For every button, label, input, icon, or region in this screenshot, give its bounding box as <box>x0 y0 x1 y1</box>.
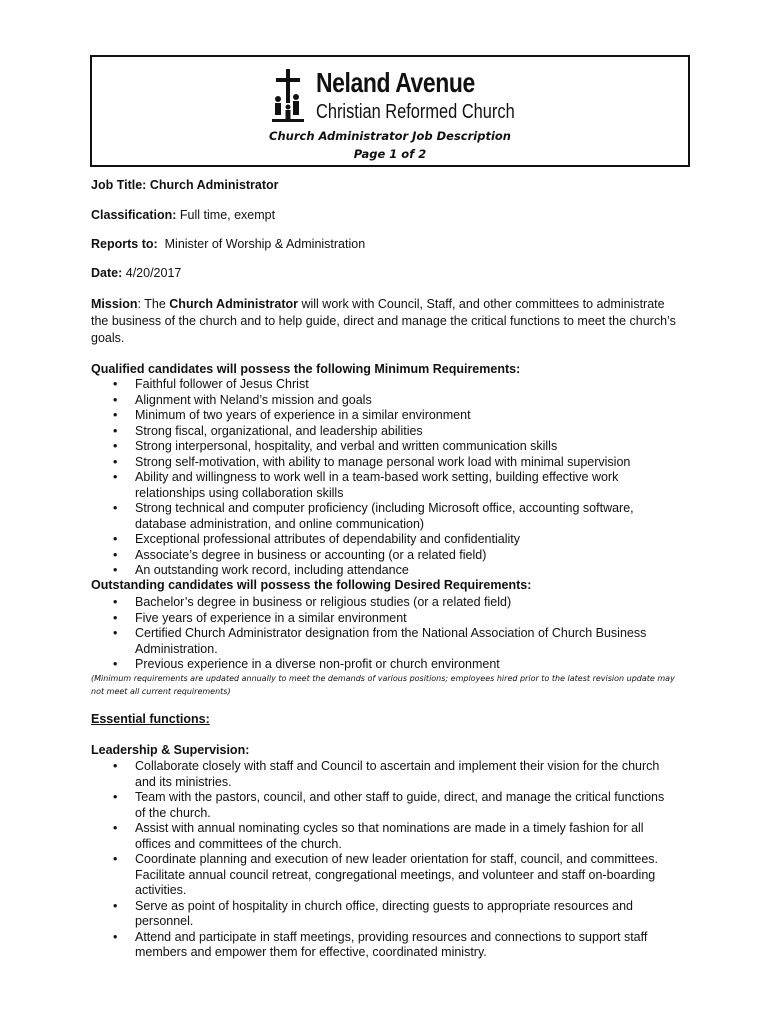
minimum-requirements-list <box>91 377 676 579</box>
job-title-label: Job Title: <box>91 178 147 192</box>
mission-role: Church Administrator <box>169 297 298 311</box>
list-item: • Strong technical and computer proficiency (including Microsoft office, accounting software, database administration, and online communication) <box>91 501 676 532</box>
list-item: • Team with the pastors, council, and other staff to guide, direct, and manage the critical functions of the church. <box>91 790 676 821</box>
list-item: • Strong interpersonal, hospitality, and verbal and written communication skills <box>91 439 676 455</box>
date-value: 4/20/2017 <box>125 266 182 280</box>
mission-text: will work with Council, Staff, and other committees to administrate the business of the church and to help guide, direct and manage the critical functions to meet the church’s goals. <box>91 297 676 345</box>
mission-paragraph <box>91 296 681 347</box>
document-title: Church Administrator Job Description <box>269 129 511 143</box>
mission-pre: : The <box>137 297 170 311</box>
date-label: Date: <box>91 266 123 280</box>
church-cross-logo-icon <box>270 69 306 125</box>
list-item: • An outstanding work record, including attendance <box>91 563 676 579</box>
list-item: • Serve as point of hospitality in church office, directing guests to appropriate resources and personnel. <box>91 899 676 930</box>
page-label: Page 1 of 2 <box>353 147 427 161</box>
list-item: • Previous experience in a diverse non-profit or church environment <box>91 657 676 673</box>
desired-requirements-list <box>91 595 676 673</box>
classification-field <box>91 208 275 222</box>
date-field <box>91 266 181 280</box>
reports-to-field <box>91 237 365 251</box>
list-item: • Ability and willingness to work well in a team-based work setting, building effective work relationships using collaboration skills <box>91 470 676 501</box>
leadership-duties-list <box>91 759 676 961</box>
list-item: • Collaborate closely with staff and Council to ascertain and implement their vision for the church and its ministries. <box>91 759 676 790</box>
list-item: • Assist with annual nominating cycles so that nominations are made in a timely fashion for all offices and committees of the church. <box>91 821 676 852</box>
desired-requirements-heading: Outstanding candidates will possess the following Desired Requirements: <box>91 578 532 592</box>
church-subtitle: Christian Reformed Church <box>316 101 515 123</box>
list-item: • Strong self-motivation, with ability to manage personal work load with minimal supervision <box>91 455 676 471</box>
leadership-supervision-heading: Leadership & Supervision: <box>91 743 250 757</box>
list-item: • Certified Church Administrator designation from the National Association of Church Business Administration. <box>91 626 676 657</box>
job-title-value: Church Administrator <box>149 178 279 192</box>
requirements-note: (Minimum requirements are updated annually to meet the demands of various positions; employees hired prior to the latest revision update may not meet all current requirements) <box>91 674 675 696</box>
list-item: • Strong fiscal, organizational, and leadership abilities <box>91 424 676 440</box>
job-title-field <box>91 178 279 192</box>
letterhead-box <box>90 55 690 167</box>
list-item: • Faithful follower of Jesus Christ <box>91 377 676 393</box>
list-item: • Exceptional professional attributes of dependability and confidentiality <box>91 532 676 548</box>
list-item: • Five years of experience in a similar environment <box>91 611 676 627</box>
list-item: • Alignment with Neland’s mission and goals <box>91 393 676 409</box>
list-item: • Associate’s degree in business or accounting (or a related field) <box>91 548 676 564</box>
list-item: • Bachelor’s degree in business or religious studies (or a related field) <box>91 595 676 611</box>
church-name: Neland Avenue <box>316 67 475 98</box>
classification-label: Classification: <box>91 208 177 222</box>
list-item: • Attend and participate in staff meetings, providing resources and connections to support staff members and empower them for effective, coordinated ministry. <box>91 930 676 961</box>
reports-to-value: Minister of Worship & Administration <box>164 237 366 251</box>
classification-value: Full time, exempt <box>179 208 276 222</box>
essential-functions-heading: Essential functions: <box>91 712 210 726</box>
mission-label: Mission <box>91 297 138 311</box>
list-item: • Minimum of two years of experience in a similar environment <box>91 408 676 424</box>
minimum-requirements-heading: Qualified candidates will possess the following Minimum Requirements: <box>91 362 521 376</box>
reports-to-label: Reports to: <box>91 237 158 251</box>
list-item: • Coordinate planning and execution of new leader orientation for staff, council, and committees. Facilitate annual council retreat, congregational meetings, and volunteer and staff on-boarding activities. <box>91 852 676 899</box>
